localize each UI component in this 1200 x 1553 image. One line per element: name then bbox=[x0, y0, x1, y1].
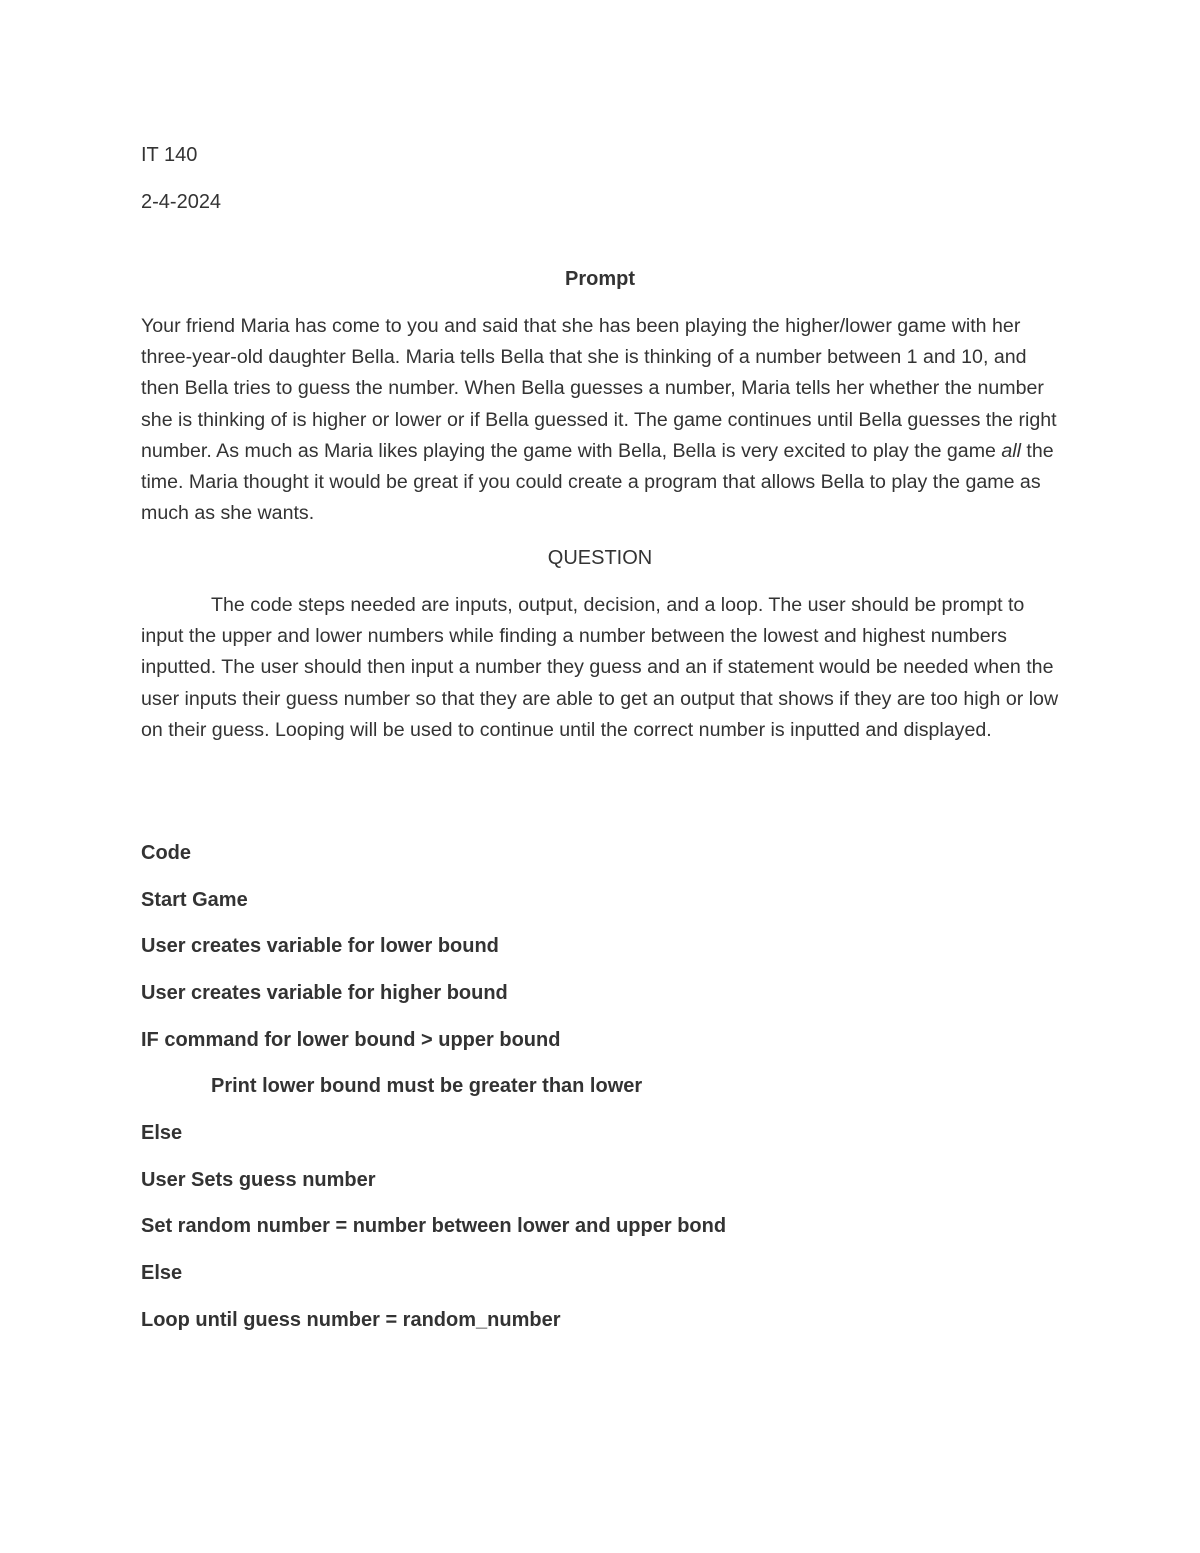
code-line: Loop until guess number = random_number bbox=[141, 1309, 561, 1331]
code-line: User creates variable for higher bound bbox=[141, 982, 508, 1004]
course-label: IT 140 bbox=[141, 144, 198, 166]
code-line: User Sets guess number bbox=[141, 1169, 376, 1191]
code-line: IF command for lower bound > upper bound bbox=[141, 1029, 561, 1051]
code-line: User creates variable for lower bound bbox=[141, 935, 499, 957]
code-line: Start Game bbox=[141, 889, 248, 911]
question-text: The code steps needed are inputs, output, decision, and a loop. The user should be prompt to input the upper and lower numbers while finding a number between the lowest and highest numbers inputted. The user should then input a number they guess and an if statement would be needed when the user inputs their guess number so that they are able to get an output that shows if they are too high or low on their guess. Looping will be used to continue until the correct number is inputted and displayed. bbox=[141, 594, 1059, 741]
prompt-heading: Prompt bbox=[565, 268, 635, 290]
prompt-italic-word: all bbox=[1001, 439, 1021, 462]
prompt-text-part-2: the time. Maria thought it would be great if you could create a program that allows Bella to play the game as much as she wants. bbox=[141, 439, 1054, 525]
question-paragraph bbox=[141, 590, 1061, 746]
code-line: Else bbox=[141, 1262, 183, 1284]
date-label: 2-4-2024 bbox=[141, 191, 222, 213]
prompt-paragraph bbox=[141, 311, 1061, 529]
code-line: Else bbox=[141, 1122, 183, 1144]
code-line-indented: Print lower bound must be greater than lower bbox=[211, 1075, 643, 1097]
question-heading: QUESTION bbox=[547, 547, 653, 569]
code-line: Set random number = number between lower and upper bond bbox=[141, 1215, 727, 1237]
prompt-text-part-1: Your friend Maria has come to you and said that she has been playing the higher/lower game with her three-year-old daughter Bella. Maria tells Bella that she is thinking of a number between 1 and 10, and then Bella tries to guess the number. When Bella guesses a number, Maria tells her whether the number she is thinking of is higher or lower or if Bella guessed it. The game continues until Bella guesses the right number. As much as Maria likes playing the game with Bella, Bella is very excited to play the game bbox=[141, 315, 1057, 462]
code-heading: Code bbox=[141, 842, 191, 864]
